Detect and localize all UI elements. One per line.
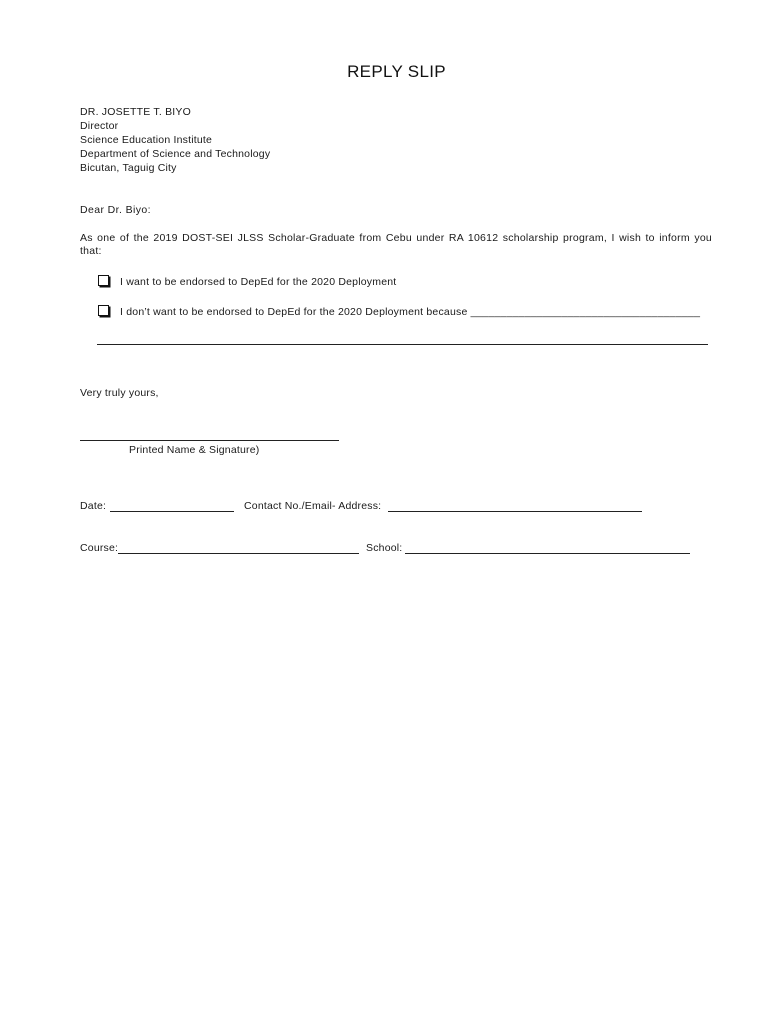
addressee-position: Director (80, 120, 119, 132)
contact-field[interactable] (388, 511, 642, 512)
course-label: Course: (80, 542, 119, 554)
signature-label: Printed Name & Signature) (129, 444, 260, 456)
salutation: Dear Dr. Biyo: (80, 204, 151, 216)
addressee-office: Science Education Institute (80, 134, 213, 146)
addressee-name: DR. JOSETTE T. BIYO (80, 106, 191, 118)
school-field[interactable] (405, 553, 690, 554)
addressee-department: Department of Science and Technology (80, 148, 271, 160)
document-title: REPLY SLIP (347, 62, 446, 81)
addressee-block (80, 105, 270, 175)
option-endorse[interactable] (98, 276, 396, 288)
option-endorse-label: I want to be endorsed to DepEd for the 2020 Deployment (120, 276, 397, 288)
option-decline[interactable] (98, 306, 700, 318)
contact-label: Contact No./Email- Address: (244, 500, 382, 512)
date-label: Date: (80, 500, 107, 512)
course-field[interactable] (118, 553, 359, 554)
signature-line[interactable] (80, 440, 339, 441)
option-decline-label: I don’t want to be endorsed to DepEd for the 2020 Deployment because ______________________________________ (120, 306, 701, 318)
date-field[interactable] (110, 511, 234, 512)
endorse-checkbox[interactable] (98, 275, 109, 286)
intro-paragraph: As one of the 2019 DOST-SEI JLSS Scholar-Graduate from Cebu under RA 10612 scholarship program, I wish to inform you that: (80, 232, 712, 257)
school-label: School: (366, 542, 403, 554)
reason-line[interactable] (97, 344, 708, 345)
addressee-location: Bicutan, Taguig City (80, 162, 177, 174)
decline-checkbox[interactable] (98, 305, 109, 316)
closing: Very truly yours, (80, 387, 159, 399)
